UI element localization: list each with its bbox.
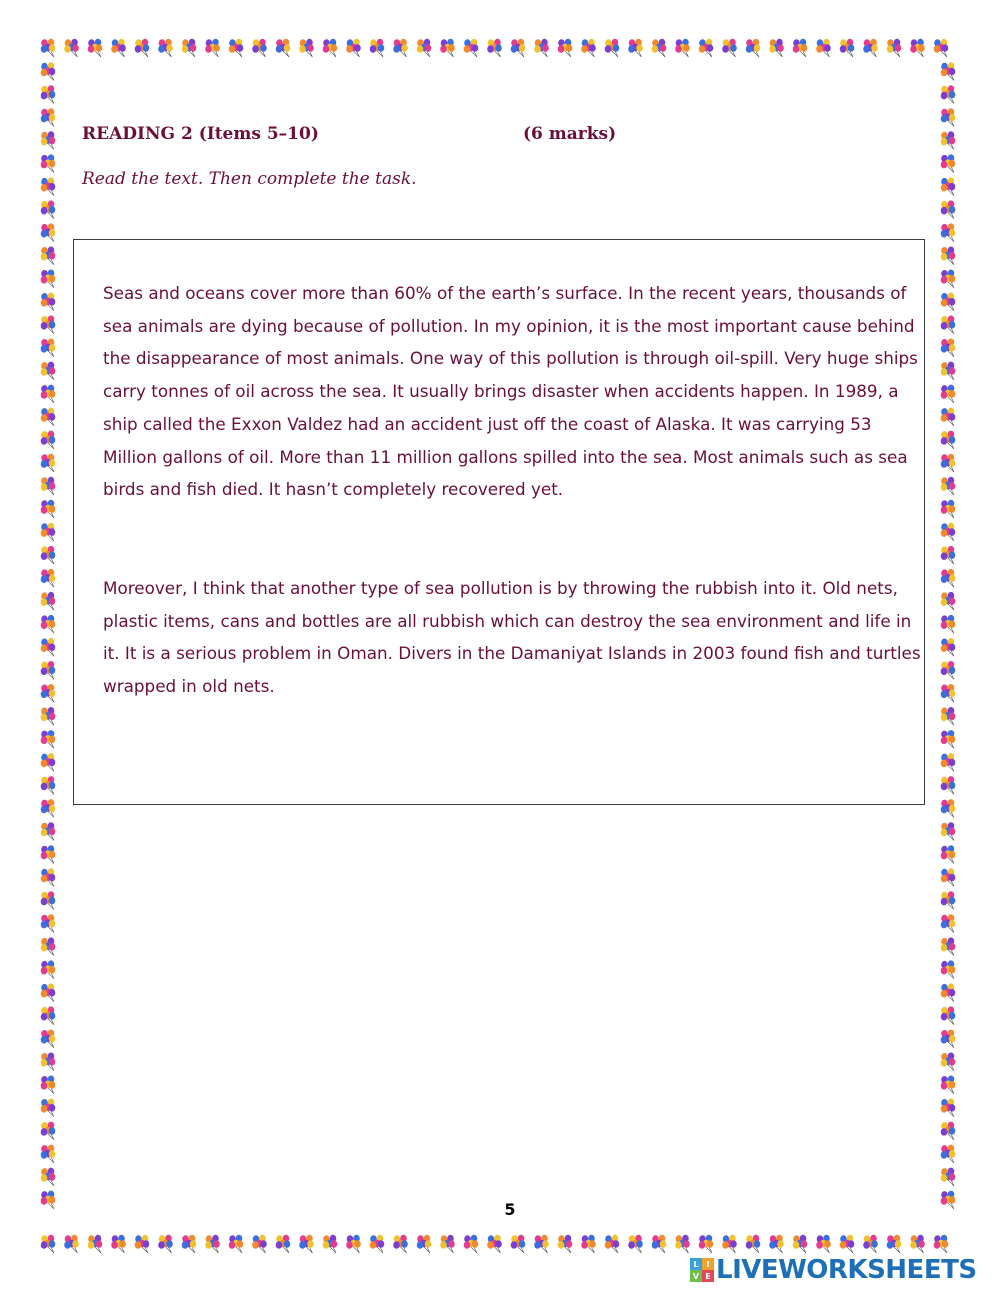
balloon-bunch-icon: [941, 431, 956, 449]
balloon-bunch-icon: [722, 1235, 737, 1253]
balloon-bunch-icon: [41, 246, 56, 264]
balloon-bunch-icon: [675, 39, 690, 57]
balloon-bunch-icon: [628, 39, 643, 57]
balloon-bunch-icon: [941, 937, 956, 955]
balloon-bunch-icon: [941, 661, 956, 679]
balloon-bunch-icon: [158, 1235, 173, 1253]
balloon-bunch-icon: [941, 131, 956, 149]
balloon-bunch-icon: [41, 362, 56, 380]
balloon-bunch-icon: [370, 39, 385, 57]
balloon-bunch-icon: [941, 546, 956, 564]
balloon-bunch-icon: [464, 1235, 479, 1253]
balloon-bunch-icon: [41, 1145, 56, 1163]
balloon-bunch-icon: [229, 39, 244, 57]
balloon-bunch-icon: [41, 131, 56, 149]
liveworksheets-logo: [690, 1254, 977, 1286]
balloon-bunch-icon: [941, 293, 956, 311]
balloon-bunch-icon: [41, 684, 56, 702]
balloon-bunch-icon: [941, 477, 956, 495]
balloon-bunch-icon: [205, 1235, 220, 1253]
balloon-bunch-icon: [941, 108, 956, 126]
balloon-bunch-icon: [941, 177, 956, 195]
balloon-bunch-icon: [941, 1029, 956, 1047]
balloon-bunch-icon: [941, 730, 956, 748]
balloon-bunch-icon: [581, 39, 596, 57]
balloon-bunch-icon: [793, 1235, 808, 1253]
balloon-bunch-icon: [135, 1235, 150, 1253]
balloon-bunch-icon: [440, 39, 455, 57]
balloon-bunch-icon: [41, 661, 56, 679]
balloon-bunch-icon: [111, 39, 126, 57]
balloon-bunch-icon: [41, 822, 56, 840]
balloon-bunch-icon: [941, 385, 956, 403]
balloon-bunch-icon: [41, 868, 56, 886]
balloon-bunch-icon: [941, 1168, 956, 1186]
section-title: READING 2 (Items 5–10): [82, 124, 319, 144]
balloon-bunch-icon: [41, 477, 56, 495]
balloon-bunch-icon: [41, 154, 56, 172]
balloon-bunch-icon: [158, 39, 173, 57]
balloon-bunch-icon: [88, 39, 103, 57]
balloon-bunch-icon: [534, 39, 549, 57]
balloon-bunch-icon: [934, 1235, 949, 1253]
balloon-bunch-icon: [941, 638, 956, 656]
balloon-bunch-icon: [863, 39, 878, 57]
balloon-bunch-icon: [41, 937, 56, 955]
balloon-bunch-icon: [941, 868, 956, 886]
balloon-bunch-icon: [934, 39, 949, 57]
balloon-bunch-icon: [111, 1235, 126, 1253]
balloon-bunch-icon: [41, 339, 56, 357]
balloon-bunch-icon: [941, 1076, 956, 1094]
balloon-bunch-icon: [816, 1235, 831, 1253]
liveworksheets-wordmark: LIVEWORKSHEETS: [716, 1255, 977, 1285]
balloon-bunch-icon: [41, 592, 56, 610]
logo-letter: I: [702, 1258, 714, 1270]
balloon-bunch-icon: [41, 1168, 56, 1186]
task-instruction: Read the text. Then complete the task.: [82, 169, 417, 189]
balloon-bunch-icon: [487, 39, 502, 57]
page-number: 5: [504, 1200, 516, 1219]
balloon-bunch-icon: [64, 39, 79, 57]
balloon-bunch-icon: [41, 316, 56, 334]
balloon-bunch-icon: [41, 730, 56, 748]
balloon-bunch-icon: [64, 1235, 79, 1253]
balloon-bunch-icon: [182, 39, 197, 57]
balloon-bunch-icon: [393, 39, 408, 57]
balloon-bunch-icon: [941, 154, 956, 172]
balloon-bunch-icon: [910, 39, 925, 57]
balloon-bunch-icon: [464, 39, 479, 57]
balloon-bunch-icon: [941, 316, 956, 334]
liveworksheets-logo-icon: [690, 1258, 714, 1282]
balloon-bunch-icon: [941, 592, 956, 610]
balloon-bunch-icon: [417, 39, 432, 57]
balloon-bunch-icon: [41, 753, 56, 771]
balloon-bunch-icon: [581, 1235, 596, 1253]
balloon-bunch-icon: [941, 362, 956, 380]
balloon-bunch-icon: [941, 500, 956, 518]
balloon-bunch-icon: [941, 707, 956, 725]
balloon-bunch-icon: [941, 1099, 956, 1117]
passage-paragraph-1: Seas and oceans cover more than 60% of the earth’s surface. In the recent years, thousands of sea animals are dying because of pollution. In my opinion, it is the most important cause behind the disappearance of most animals. One way of this pollution is through oil-spill. Very huge ships carry tonnes of oil across the sea. It usually brings disaster when accidents happen. In 1989, a ship called the Exxon Valdez had an accident just off the coast of Alaska. It was carrying 53 Million gallons of oil. More than 11 million gallons spilled into the sea. Most animals such as sea birds and fish died. It hasn’t completely recovered yet.: [103, 283, 918, 500]
balloon-bunch-icon: [769, 1235, 784, 1253]
balloon-bunch-icon: [41, 891, 56, 909]
balloon-bunch-icon: [135, 39, 150, 57]
logo-letter: V: [690, 1270, 702, 1282]
balloon-bunch-icon: [41, 960, 56, 978]
balloon-bunch-icon: [41, 799, 56, 817]
balloon-bunch-icon: [840, 39, 855, 57]
balloon-bunch-icon: [41, 845, 56, 863]
balloon-bunch-icon: [816, 39, 831, 57]
balloon-bunch-icon: [41, 1191, 56, 1209]
balloon-bunch-icon: [41, 85, 56, 103]
balloon-bunch-icon: [41, 408, 56, 426]
balloon-bunch-icon: [941, 408, 956, 426]
balloon-bunch-icon: [41, 177, 56, 195]
balloon-bunch-icon: [41, 293, 56, 311]
balloon-bunch-icon: [941, 822, 956, 840]
balloon-bunch-icon: [941, 523, 956, 541]
balloon-bunch-icon: [299, 39, 314, 57]
balloon-bunch-icon: [229, 1235, 244, 1253]
balloon-bunch-icon: [440, 1235, 455, 1253]
balloon-bunch-icon: [41, 1235, 56, 1253]
balloon-bunch-icon: [41, 62, 56, 80]
balloon-bunch-icon: [675, 1235, 690, 1253]
reading-passage-box: [73, 239, 925, 805]
balloon-bunch-icon: [41, 454, 56, 472]
balloon-bunch-icon: [41, 569, 56, 587]
balloon-bunch-icon: [910, 1235, 925, 1253]
balloon-bunch-icon: [793, 39, 808, 57]
balloon-bunch-icon: [699, 1235, 714, 1253]
balloon-bunch-icon: [41, 431, 56, 449]
balloon-bunch-icon: [941, 799, 956, 817]
logo-letter: L: [690, 1258, 702, 1270]
balloon-bunch-icon: [41, 500, 56, 518]
balloon-bunch-icon: [558, 1235, 573, 1253]
balloon-bunch-icon: [370, 1235, 385, 1253]
balloon-bunch-icon: [323, 39, 338, 57]
logo-letter: E: [702, 1270, 714, 1282]
balloon-bunch-icon: [887, 39, 902, 57]
balloon-bunch-icon: [417, 1235, 432, 1253]
balloon-bunch-icon: [941, 615, 956, 633]
balloon-bunch-icon: [41, 1122, 56, 1140]
balloon-bunch-icon: [511, 1235, 526, 1253]
balloon-bunch-icon: [941, 200, 956, 218]
balloon-bunch-icon: [746, 1235, 761, 1253]
balloon-bunch-icon: [605, 1235, 620, 1253]
balloon-bunch-icon: [41, 523, 56, 541]
balloon-bunch-icon: [88, 1235, 103, 1253]
balloon-bunch-icon: [393, 1235, 408, 1253]
balloon-bunch-icon: [41, 269, 56, 287]
balloon-bunch-icon: [941, 223, 956, 241]
balloon-bunch-icon: [941, 339, 956, 357]
balloon-bunch-icon: [941, 1122, 956, 1140]
balloon-bunch-icon: [840, 1235, 855, 1253]
balloon-bunch-icon: [941, 891, 956, 909]
balloon-bunch-icon: [558, 39, 573, 57]
balloon-bunch-icon: [605, 39, 620, 57]
balloon-bunch-icon: [41, 1052, 56, 1070]
balloon-bunch-icon: [941, 62, 956, 80]
balloon-bunch-icon: [941, 983, 956, 1001]
balloon-bunch-icon: [41, 707, 56, 725]
balloon-bunch-icon: [941, 1006, 956, 1024]
balloon-bunch-icon: [41, 39, 56, 57]
balloon-bunch-icon: [346, 39, 361, 57]
balloon-bunch-icon: [299, 1235, 314, 1253]
balloon-bunch-icon: [41, 1076, 56, 1094]
section-heading: [82, 124, 642, 144]
balloon-bunch-icon: [941, 269, 956, 287]
balloon-bunch-icon: [941, 454, 956, 472]
balloon-bunch-icon: [941, 1052, 956, 1070]
balloon-bunch-icon: [941, 776, 956, 794]
balloon-bunch-icon: [863, 1235, 878, 1253]
balloon-bunch-icon: [41, 1006, 56, 1024]
balloon-bunch-icon: [252, 1235, 267, 1253]
balloon-bunch-icon: [41, 223, 56, 241]
balloon-bunch-icon: [941, 246, 956, 264]
balloon-bunch-icon: [41, 776, 56, 794]
balloon-bunch-icon: [699, 39, 714, 57]
balloon-bunch-icon: [41, 1099, 56, 1117]
balloon-bunch-icon: [41, 108, 56, 126]
balloon-bunch-icon: [41, 1029, 56, 1047]
balloon-bunch-icon: [887, 1235, 902, 1253]
balloon-bunch-icon: [276, 1235, 291, 1253]
balloon-bunch-icon: [511, 39, 526, 57]
balloon-bunch-icon: [941, 845, 956, 863]
balloon-bunch-icon: [41, 546, 56, 564]
balloon-bunch-icon: [941, 684, 956, 702]
balloon-bunch-icon: [941, 960, 956, 978]
balloon-bunch-icon: [276, 39, 291, 57]
balloon-bunch-icon: [346, 1235, 361, 1253]
balloon-bunch-icon: [628, 1235, 643, 1253]
balloon-bunch-icon: [41, 983, 56, 1001]
balloon-bunch-icon: [182, 1235, 197, 1253]
section-marks: (6 marks): [523, 124, 617, 144]
balloon-bunch-icon: [941, 1145, 956, 1163]
balloon-bunch-icon: [769, 39, 784, 57]
balloon-bunch-icon: [41, 615, 56, 633]
balloon-bunch-icon: [252, 39, 267, 57]
balloon-bunch-icon: [941, 569, 956, 587]
balloon-bunch-icon: [941, 85, 956, 103]
balloon-bunch-icon: [487, 1235, 502, 1253]
balloon-bunch-icon: [941, 753, 956, 771]
balloon-bunch-icon: [652, 1235, 667, 1253]
balloon-bunch-icon: [41, 385, 56, 403]
balloon-bunch-icon: [746, 39, 761, 57]
balloon-bunch-icon: [205, 39, 220, 57]
passage-paragraph-2: Moreover, I think that another type of sea pollution is by throwing the rubbish into it. Old nets, plastic items, cans and bottles are all rubbish which can destroy the sea environment and life in it. It is a serious problem in Oman. Divers in the Damaniyat Islands in 2003 found fish and turtles wrapped in old nets.: [103, 578, 921, 697]
balloon-bunch-icon: [41, 638, 56, 656]
balloon-bunch-icon: [652, 39, 667, 57]
balloon-bunch-icon: [941, 914, 956, 932]
balloon-bunch-icon: [534, 1235, 549, 1253]
balloon-bunch-icon: [941, 1191, 956, 1209]
balloon-bunch-icon: [41, 200, 56, 218]
balloon-bunch-icon: [41, 914, 56, 932]
balloon-bunch-icon: [722, 39, 737, 57]
balloon-bunch-icon: [323, 1235, 338, 1253]
